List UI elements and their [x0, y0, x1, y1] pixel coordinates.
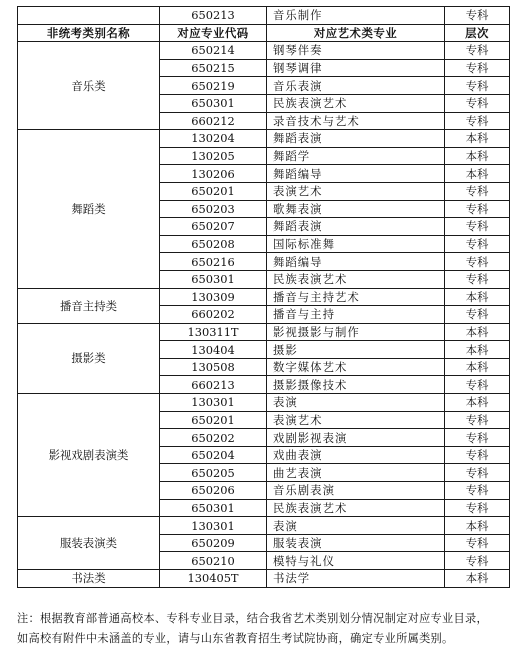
table-row [18, 323, 510, 341]
level-cell: 本科 [445, 358, 510, 376]
major-code-cell: 650201 [160, 182, 267, 200]
major-code-cell: 130206 [160, 165, 267, 183]
level-cell: 专科 [445, 59, 510, 77]
major-name-cell: 钢琴调律 [267, 59, 445, 77]
major-name-cell: 音乐表演 [267, 77, 445, 95]
major-name-cell: 音乐制作 [267, 7, 445, 25]
major-name-cell: 戏曲表演 [267, 446, 445, 464]
major-name-cell: 舞蹈编导 [267, 165, 445, 183]
level-cell: 本科 [445, 341, 510, 359]
table-row [18, 394, 510, 412]
major-code-cell: 130508 [160, 358, 267, 376]
footnote [17, 609, 515, 649]
level-cell: 专科 [445, 200, 510, 218]
major-code-cell: 650207 [160, 218, 267, 236]
level-cell: 专科 [445, 94, 510, 112]
level-cell: 专科 [445, 218, 510, 236]
major-code-cell: 650204 [160, 446, 267, 464]
major-name-cell: 舞蹈学 [267, 147, 445, 165]
major-code-cell: 650209 [160, 534, 267, 552]
major-name-cell: 表演艺术 [267, 182, 445, 200]
level-cell: 本科 [445, 165, 510, 183]
level-cell: 专科 [445, 429, 510, 447]
major-code-cell: 650215 [160, 59, 267, 77]
major-name-cell: 录音技术与艺术 [267, 112, 445, 130]
level-cell: 专科 [445, 376, 510, 394]
major-code-cell: 660213 [160, 376, 267, 394]
level-cell: 专科 [445, 482, 510, 500]
major-name-cell: 表演 [267, 517, 445, 535]
category-cell: 摄影类 [18, 323, 160, 393]
major-code-cell: 650301 [160, 499, 267, 517]
category-cell: 播音主持类 [18, 288, 160, 323]
major-name-cell: 表演艺术 [267, 411, 445, 429]
major-code-cell: 130405T [160, 570, 267, 588]
header-category: 非统考类别名称 [18, 24, 160, 42]
level-cell: 专科 [445, 270, 510, 288]
major-code-cell: 650208 [160, 235, 267, 253]
header-level: 层次 [445, 24, 510, 42]
level-cell: 本科 [445, 517, 510, 535]
table-header-row [18, 24, 510, 42]
major-code-cell: 650219 [160, 77, 267, 95]
level-cell: 专科 [445, 182, 510, 200]
level-cell: 专科 [445, 534, 510, 552]
major-code-cell: 650202 [160, 429, 267, 447]
major-code-cell: 130404 [160, 341, 267, 359]
level-cell: 专科 [445, 77, 510, 95]
category-cell: 书法类 [18, 570, 160, 588]
category-cell: 舞蹈类 [18, 130, 160, 288]
major-name-cell: 摄影 [267, 341, 445, 359]
major-name-cell: 书法学 [267, 570, 445, 588]
header-name: 对应艺术类专业 [267, 24, 445, 42]
major-name-cell: 曲艺表演 [267, 464, 445, 482]
table-row-top [18, 7, 510, 25]
major-code-cell: 650216 [160, 253, 267, 271]
table-body [18, 7, 510, 588]
major-code-cell: 650301 [160, 94, 267, 112]
major-name-cell: 国际标准舞 [267, 235, 445, 253]
empty-category-cell [18, 7, 160, 25]
header-code: 对应专业代码 [160, 24, 267, 42]
major-mapping-table [17, 6, 510, 588]
major-code-cell: 130309 [160, 288, 267, 306]
major-code-cell: 650203 [160, 200, 267, 218]
major-name-cell: 影视摄影与制作 [267, 323, 445, 341]
major-code-cell: 650213 [160, 7, 267, 25]
table-row [18, 288, 510, 306]
major-name-cell: 表演 [267, 394, 445, 412]
footnote-line-2: 如高校有附件中未涵盖的专业，请与山东省教育招生考试院协商，确定专业所属类别。 [17, 632, 454, 645]
major-code-cell: 130205 [160, 147, 267, 165]
level-cell: 专科 [445, 253, 510, 271]
major-code-cell: 660212 [160, 112, 267, 130]
major-code-cell: 650201 [160, 411, 267, 429]
level-cell: 本科 [445, 288, 510, 306]
level-cell: 本科 [445, 147, 510, 165]
level-cell: 本科 [445, 130, 510, 148]
table-row [18, 130, 510, 148]
level-cell: 专科 [445, 306, 510, 324]
level-cell: 本科 [445, 394, 510, 412]
major-name-cell: 民族表演艺术 [267, 270, 445, 288]
major-mapping-sheet [17, 6, 509, 588]
level-cell: 专科 [445, 42, 510, 60]
major-name-cell: 舞蹈编导 [267, 253, 445, 271]
major-name-cell: 钢琴伴奏 [267, 42, 445, 60]
level-cell: 本科 [445, 570, 510, 588]
major-name-cell: 舞蹈表演 [267, 218, 445, 236]
major-name-cell: 音乐剧表演 [267, 482, 445, 500]
table-row [18, 517, 510, 535]
level-cell: 专科 [445, 112, 510, 130]
major-code-cell: 130204 [160, 130, 267, 148]
level-cell: 专科 [445, 446, 510, 464]
major-code-cell: 130311T [160, 323, 267, 341]
level-cell: 专科 [445, 464, 510, 482]
level-cell: 专科 [445, 499, 510, 517]
category-cell: 影视戏剧表演类 [18, 394, 160, 517]
major-name-cell: 民族表演艺术 [267, 499, 445, 517]
major-name-cell: 戏剧影视表演 [267, 429, 445, 447]
category-cell: 音乐类 [18, 42, 160, 130]
major-name-cell: 民族表演艺术 [267, 94, 445, 112]
major-code-cell: 660202 [160, 306, 267, 324]
table-row [18, 42, 510, 60]
major-name-cell: 舞蹈表演 [267, 130, 445, 148]
level-cell: 专科 [445, 7, 510, 25]
major-code-cell: 650206 [160, 482, 267, 500]
major-name-cell: 歌舞表演 [267, 200, 445, 218]
category-cell: 服装表演类 [18, 517, 160, 570]
major-code-cell: 130301 [160, 394, 267, 412]
major-name-cell: 摄影摄像技术 [267, 376, 445, 394]
level-cell: 专科 [445, 235, 510, 253]
major-code-cell: 650301 [160, 270, 267, 288]
major-name-cell: 播音与主持 [267, 306, 445, 324]
major-name-cell: 播音与主持艺术 [267, 288, 445, 306]
major-name-cell: 服装表演 [267, 534, 445, 552]
major-code-cell: 650205 [160, 464, 267, 482]
level-cell: 专科 [445, 411, 510, 429]
table-row [18, 570, 510, 588]
major-name-cell: 数字媒体艺术 [267, 358, 445, 376]
major-code-cell: 650214 [160, 42, 267, 60]
major-name-cell: 模特与礼仪 [267, 552, 445, 570]
level-cell: 本科 [445, 323, 510, 341]
footnote-line-1: 注：根据教育部普通高校本、专科专业目录，结合我省艺术类别划分情况制定对应专业目录， [17, 612, 488, 625]
major-code-cell: 130301 [160, 517, 267, 535]
major-code-cell: 650210 [160, 552, 267, 570]
level-cell: 专科 [445, 552, 510, 570]
